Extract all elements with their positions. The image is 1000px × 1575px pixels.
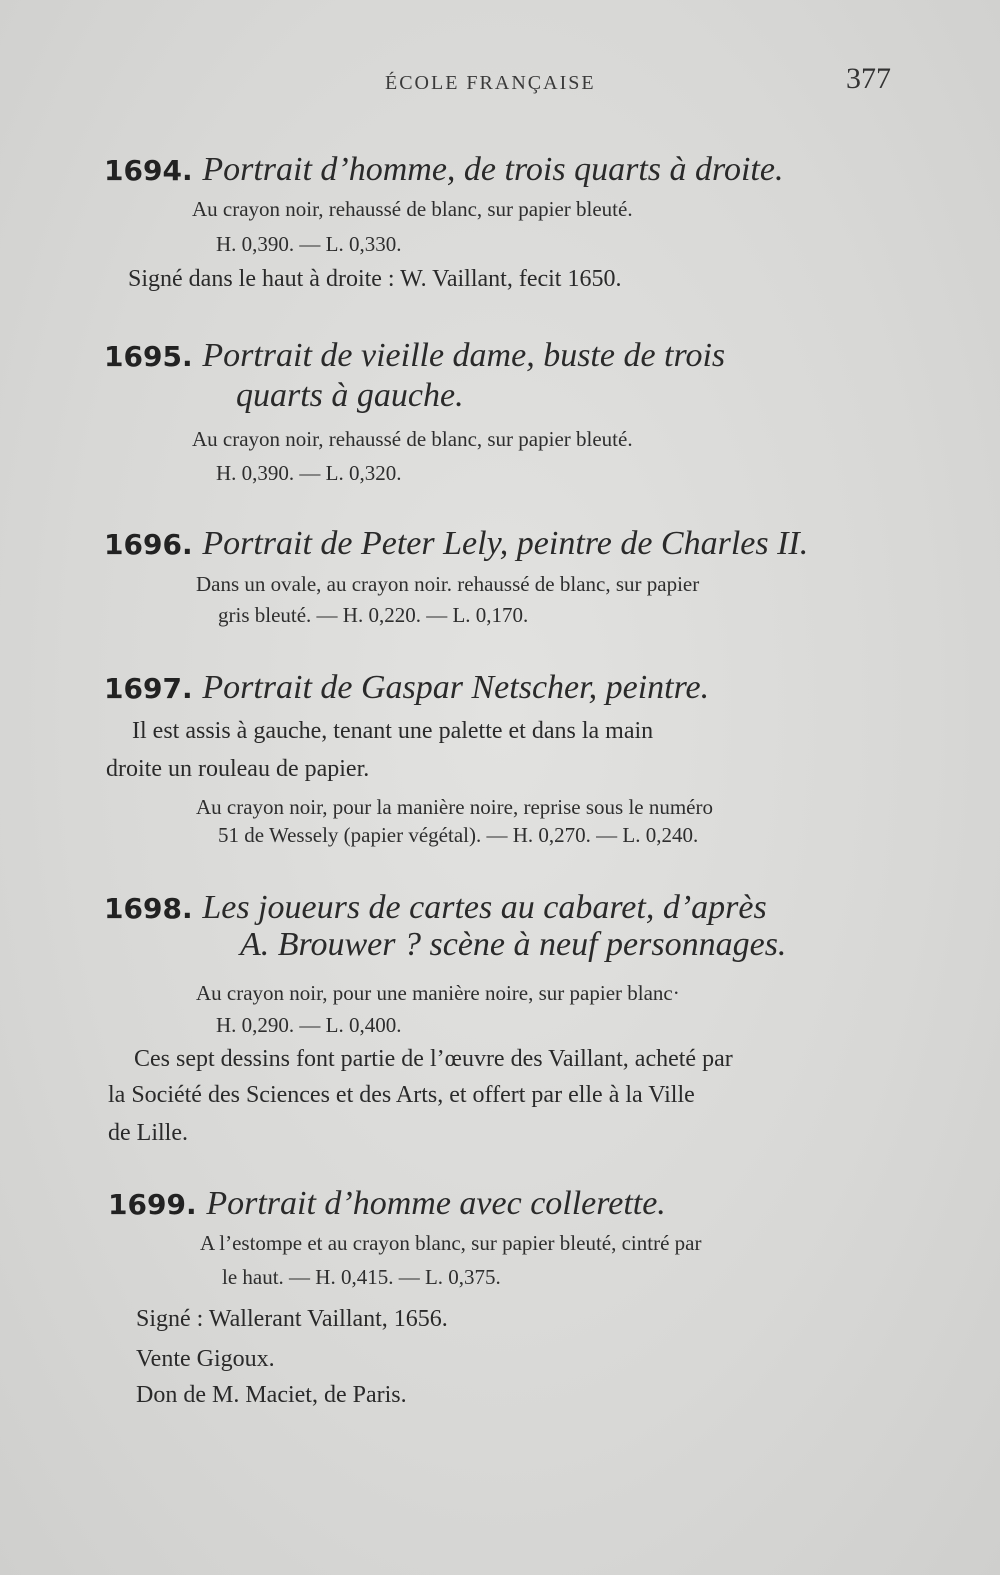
- entry-title: Portrait de Peter Lely, peintre de Charles II.: [202, 525, 809, 562]
- page-number: 377: [846, 62, 891, 95]
- entry-description: Il est assis à gauche, tenant une palette et dans la main: [132, 718, 654, 744]
- entry-title: Portrait d’homme avec collerette.: [206, 1185, 666, 1222]
- entry-detail: Au crayon noir, rehaussé de blanc, sur papier bleuté.: [192, 197, 633, 221]
- entry-dimensions: gris bleuté. — H. 0,220. — L. 0,170.: [218, 603, 529, 627]
- entry-heading-1694: 1694. Portrait d’homme, de trois quarts à droite.: [104, 151, 784, 188]
- entry-heading-1695: 1695. Portrait de vieille dame, buste de trois: [104, 337, 726, 374]
- entry-description: Ces sept dessins font partie de l’œuvre des Vaillant, acheté par: [134, 1046, 733, 1072]
- entry-detail: Au crayon noir, pour une manière noire, sur papier blanc·: [196, 981, 680, 1005]
- entry-heading-1697: 1697. Portrait de Gaspar Netscher, peintre.: [104, 669, 710, 706]
- running-title: ÉCOLE FRANÇAISE: [385, 72, 596, 94]
- entry-title-continuation: A. Brouwer ? scène à neuf personnages.: [240, 926, 787, 963]
- entry-number: 1695: [104, 340, 182, 373]
- entry-dimensions: le haut. — H. 0,415. — L. 0,375.: [222, 1265, 501, 1289]
- entry-description: la Société des Sciences et des Arts, et offert par elle à la Ville: [108, 1082, 695, 1108]
- entry-detail: A l’estompe et au crayon blanc, sur papier bleuté, cintré par: [200, 1231, 702, 1255]
- entry-dimensions: H. 0,290. — L. 0,400.: [216, 1013, 402, 1037]
- entry-detail: Au crayon noir, rehaussé de blanc, sur papier bleuté.: [192, 427, 633, 451]
- entry-title: Portrait de Gaspar Netscher, peintre.: [202, 669, 710, 706]
- entry-note: Vente Gigoux.: [136, 1346, 275, 1372]
- entry-heading-1699: 1699. Portrait d’homme avec collerette.: [108, 1185, 666, 1222]
- entry-note: Signé : Wallerant Vaillant, 1656.: [136, 1306, 448, 1332]
- entry-title: Portrait d’homme, de trois quarts à droite.: [202, 151, 784, 188]
- entry-number: 1698: [104, 892, 182, 925]
- entry-note: Don de M. Maciet, de Paris.: [136, 1382, 407, 1408]
- entry-title-continuation: quarts à gauche.: [236, 377, 464, 414]
- entry-heading-1698: 1698. Les joueurs de cartes au cabaret, d’après: [104, 889, 767, 926]
- entry-note: Signé dans le haut à droite : W. Vaillant, fecit 1650.: [128, 266, 622, 292]
- entry-heading-1696: 1696. Portrait de Peter Lely, peintre de Charles II.: [104, 525, 809, 562]
- entry-title: Les joueurs de cartes au cabaret, d’après: [202, 889, 767, 926]
- entry-dimensions: H. 0,390. — L. 0,330.: [216, 232, 402, 256]
- entry-number: 1697: [104, 672, 182, 705]
- entry-number: 1694: [104, 154, 182, 187]
- entry-number: 1699: [108, 1188, 186, 1221]
- entry-detail: Au crayon noir, pour la manière noire, reprise sous le numéro: [196, 795, 713, 819]
- entry-description: droite un rouleau de papier.: [106, 756, 370, 782]
- entry-description: de Lille.: [108, 1120, 188, 1146]
- entry-dimensions: 51 de Wessely (papier végétal). — H. 0,270. — L. 0,240.: [218, 823, 699, 847]
- entry-number: 1696: [104, 528, 182, 561]
- entry-detail: Dans un ovale, au crayon noir. rehaussé de blanc, sur papier: [196, 572, 700, 596]
- entry-title: Portrait de vieille dame, buste de trois: [202, 337, 726, 374]
- entry-dimensions: H. 0,390. — L. 0,320.: [216, 461, 402, 485]
